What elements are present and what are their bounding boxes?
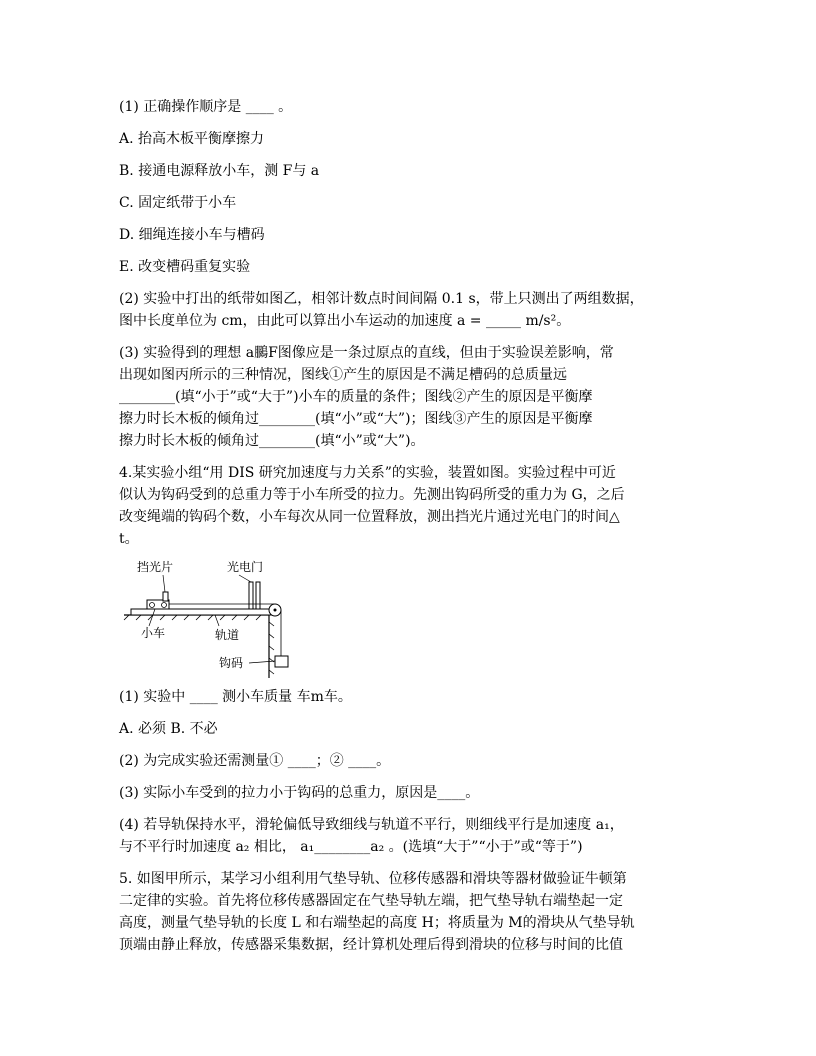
q4-intro-line1: 4.某实验小组“用 DIS 研究加速度与力关系”的实验，装置如图。实验过程中可近	[119, 465, 616, 481]
q3-part2-line2: 图中长度单位为 cm，由此可以算出小车运动的加速度 a = _____ m/s²。	[119, 313, 571, 329]
label-shutter: 挡光片	[137, 560, 174, 574]
leader-line	[249, 661, 275, 663]
q4-part2: (2) 为完成实验还需测量① ____；② ____。	[119, 753, 391, 769]
document-page	[119, 96, 709, 956]
cart-wheel	[150, 603, 155, 608]
hook-weight	[275, 656, 288, 667]
q3-part3-line2: 出现如图丙所示的三种情况，图线①产生的原因是不满足槽码的总质量远	[119, 367, 567, 383]
q3-part2-line1: (2) 实验中打出的纸带如图乙，相邻计数点时间间隔 0.1 s，带上只测出了两组数据，	[119, 291, 644, 307]
cart-wheel	[162, 603, 167, 608]
q3-part3	[119, 342, 709, 452]
pulley-axle	[274, 609, 277, 612]
photogate-post	[256, 582, 260, 609]
q4-part4	[119, 814, 709, 858]
option-d: D. 细绳连接小车与槽码	[119, 227, 265, 243]
label-photogate: 光电门	[227, 560, 264, 574]
q5-line1: 5. 如图甲所示，某学习小组利用气垫导轨、位移传感器和滑块等器材做验证牛顿第	[119, 871, 627, 887]
q4-part4-line2: 与不平行时加速度 a₂ 相比， a₁________a₂ 。(选填“大于”“小于”或“等于”)	[119, 839, 583, 855]
label-weight: 钩码	[219, 656, 244, 670]
leader-line	[215, 615, 219, 626]
q4-intro-line2: 似认为钩码受到的总重力等于小车所受的拉力。先测出钩码所受的重力为 G，之后	[119, 487, 625, 503]
q4-part3: (3) 实际小车受到的拉力小于钩码的总重力，原因是____。	[119, 785, 480, 801]
leader-line	[163, 575, 165, 592]
leader-line	[239, 575, 251, 582]
q4-intro	[119, 462, 709, 550]
option-b: B. 接通电源释放小车，测 F与 a	[119, 163, 320, 179]
q4-part4-line1: (4) 若导轨保持水平，滑轮偏低导致细线与轨道不平行，则细线平行是加速度 a₁，	[119, 817, 624, 833]
option-c: C. 固定纸带于小车	[119, 195, 237, 211]
apparatus-diagram	[119, 560, 419, 680]
label-cart: 小车	[141, 626, 166, 640]
q5-intro	[119, 868, 709, 956]
photogate-post	[249, 582, 253, 609]
q4-part1: (1) 实验中 ____ 测小车质量 车m车。	[119, 689, 352, 705]
q5-line3: 高度，测量气垫导轨的长度 L 和右端垫起的高度 H；将质量为 M的滑块从气垫导轨	[119, 915, 635, 931]
q3-part3-line5: 擦力时长木板的倾角过________(填“小”或“大”)。	[119, 433, 425, 449]
shutter	[163, 592, 168, 601]
label-track: 轨道	[215, 628, 240, 642]
track	[131, 609, 271, 615]
table-hatch	[124, 615, 274, 674]
apparatus-figure	[119, 560, 419, 680]
q3-part3-line3: ________(填“小于”或“大于”)小车的质量的条件；图线②产生的原因是平衡摩	[119, 389, 593, 405]
option-a: A. 抬高木板平衡摩擦力	[119, 131, 265, 147]
q3-part1: (1) 正确操作顺序是 ____ 。	[119, 99, 293, 115]
q4-part1-options: A. 必须 B. 不必	[119, 721, 218, 737]
q3-part3-line4: 擦力时长木板的倾角过________(填“小”或“大”)；图线③产生的原因是平衡摩	[119, 411, 593, 427]
q3-part2	[119, 288, 709, 332]
q5-line4: 顶端由静止释放，传感器采集数据，经计算机处理后得到滑块的位移与时间的比值	[119, 937, 623, 953]
q4-intro-line3: 改变绳端的钩码个数，小车每次从同一位置释放，测出挡光片通过光电门的时间△	[119, 509, 620, 525]
q5-line2: 二定律的实验。首先将位移传感器固定在气垫导轨左端，把气垫导轨右端垫起一定	[119, 893, 623, 909]
q4-intro-line4: t。	[119, 531, 139, 547]
option-e: E. 改变槽码重复实验	[119, 259, 251, 275]
q3-part3-line1: (3) 实验得到的理想 a鵩F图像应是一条过原点的直线，但由于实验误差影响，常	[119, 345, 614, 361]
